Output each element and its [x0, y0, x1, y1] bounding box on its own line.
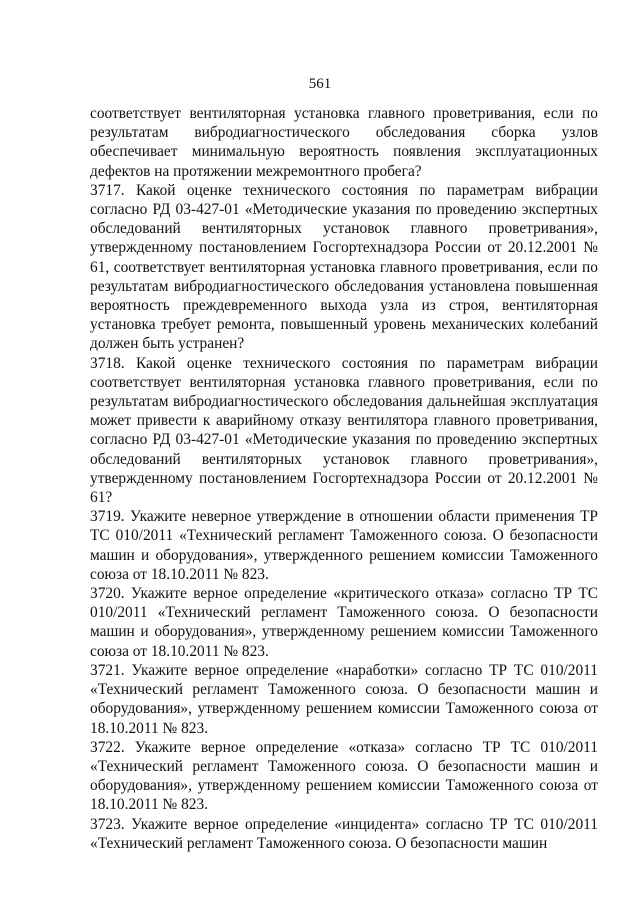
page-number: 561	[308, 76, 332, 92]
question-3718: 3718. Какой оценке технического состояния по параметрам вибрации соответствует вентиляторная установка главного проветривания, если по результатам вибродиагностического обследования дальнейшая эксплуатация может привести к аварийному отказу вентилятора главного проветривания, согласно РД 03-427-01 «Методические указания по проведению экспертных обследований вентиляторных установок главного проветривания», утвержденному постановлением Госгортехнадзора России от 20.12.2001 № 61?	[90, 354, 598, 507]
question-3717: 3717. Какой оценке технического состояния по параметрам вибрации согласно РД 03-427-01 «Методические указания по проведению экспертных обследований вентиляторных установок главного проветривания», утвержденному постановлением Госгортехнадзора России от 20.12.2001 № 61, соответствует вентиляторная установка главного проветривания, если по результатам вибродиагностического обследования установлена повышенная вероятность преждевременного выхода узла из строя, вентиляторная установка требует ремонта, повышенный уровень механических колебаний должен быть устранен?	[90, 181, 598, 353]
paragraph-continuation: соответствует вентиляторная установка главного проветривания, если по результатам вибродиагностического обследования сборка узлов обеспечивает минимальную вероятность появления эксплуатационных дефектов на протяжении межремонтного пробега?	[90, 105, 598, 180]
question-3721: 3721. Укажите верное определение «наработки» согласно ТР ТС 010/2011 «Технический регламент Таможенного союза. О безопасности машин и оборудования», утвержденному решением комиссии Таможенного союза от 18.10.2011 № 823.	[90, 661, 598, 737]
question-3723: 3723. Укажите верное определение «инцидента» согласно ТР ТС 010/2011 «Технический регламент Таможенного союза. О безопасности машин	[90, 815, 598, 852]
page-content	[90, 104, 598, 853]
question-3720: 3720. Укажите верное определение «критического отказа» согласно ТР ТС 010/2011 «Технический регламент Таможенного союза. О безопасности машин и оборудования», утвержденному решением комиссии Таможенного союза от 18.10.2011 № 823.	[90, 585, 598, 660]
question-3722: 3722. Укажите верное определение «отказа» согласно ТР ТС 010/2011 «Технический регламент Таможенного союза. О безопасности машин и оборудования», утвержденному решением комиссии Таможенного союза от 18.10.2011 № 823.	[90, 738, 598, 814]
question-3719: 3719. Укажите неверное утверждение в отношении области применения ТР ТС 010/2011 «Технический регламент Таможенного союза. О безопасности машин и оборудования», утвержденного решением комиссии Таможенного союза от 18.10.2011 № 823.	[90, 508, 598, 583]
